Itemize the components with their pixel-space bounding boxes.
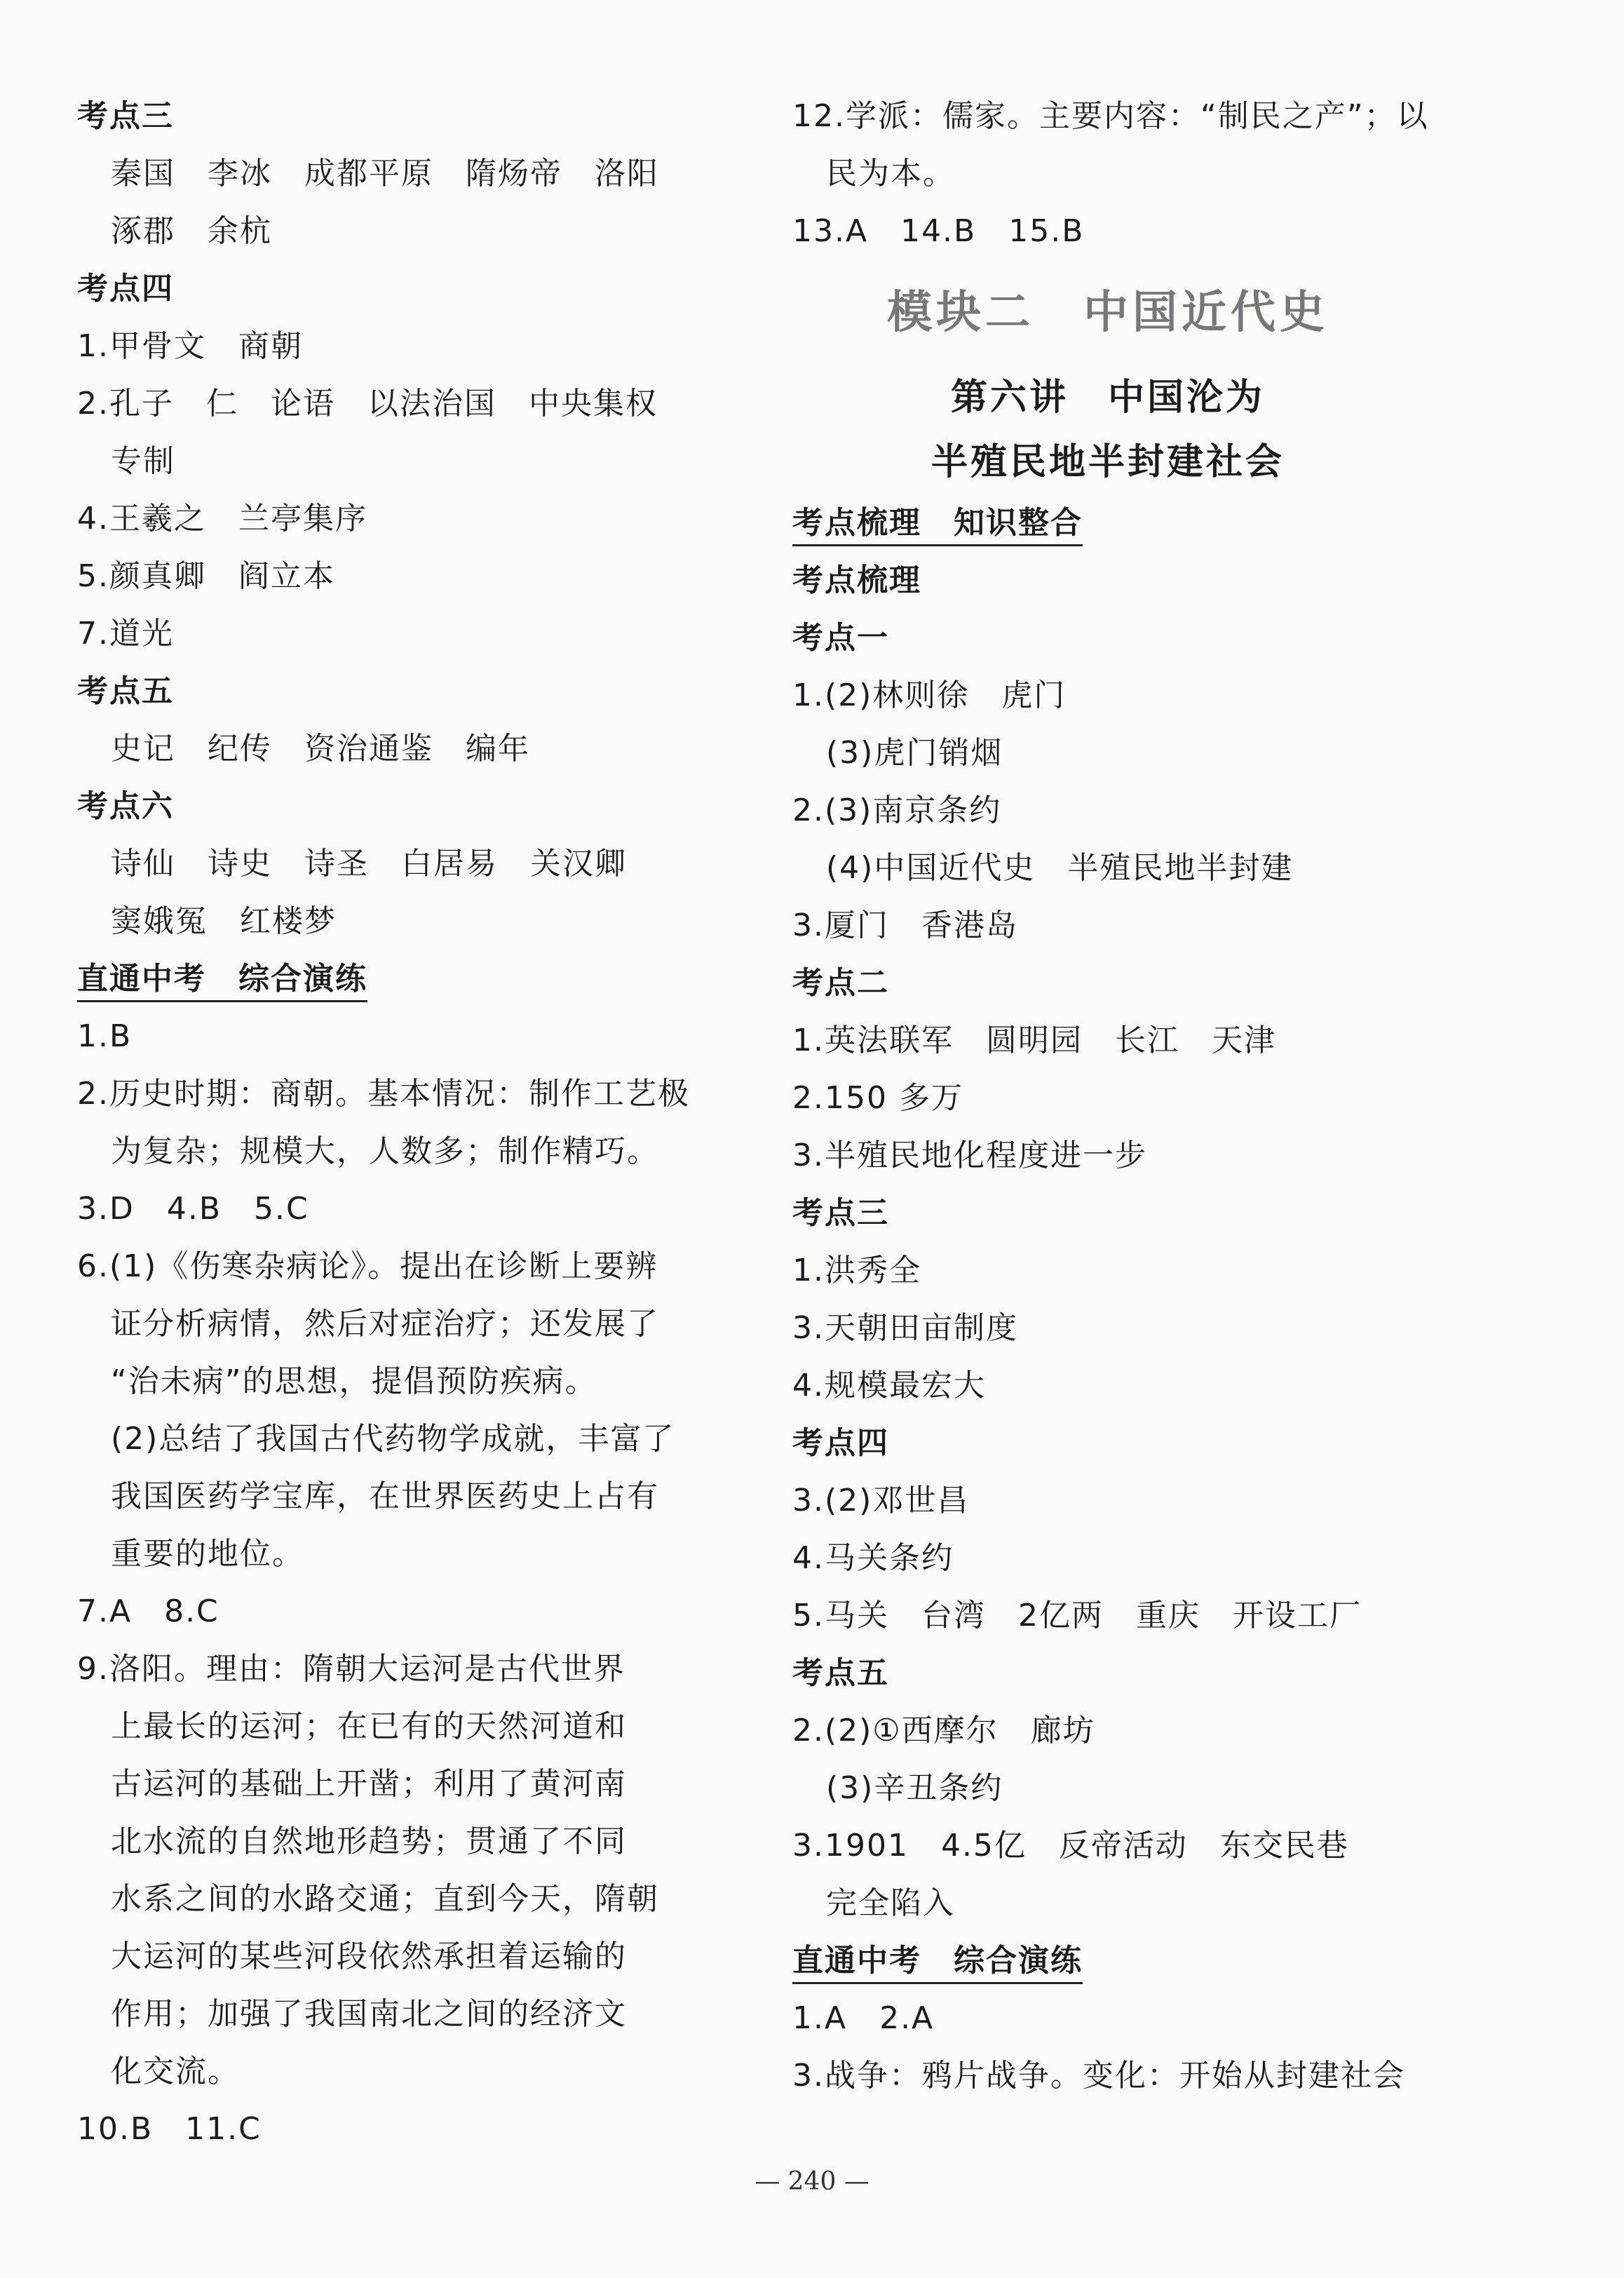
topic-heading: 考点一 (792, 620, 889, 656)
answer-line: 作用；加强了我国南北之间的经济文 (111, 1996, 627, 2032)
section-header-text: 直通中考 综合演练 (77, 958, 367, 1002)
answer-line: 北水流的自然地形趋势；贯通了不同 (111, 1824, 627, 1859)
left-column (77, 88, 708, 2158)
page-number: — 240 — (755, 2167, 869, 2196)
topic-heading: 考点四 (77, 271, 174, 306)
answer-line: 民为本。 (826, 156, 955, 191)
answer-line: 我国医药学宝库，在世界医药史上占有 (111, 1478, 659, 1514)
answer-line: 3.战争：鸦片战争。变化：开始从封建社会 (792, 2058, 1405, 2094)
answer-line: 诗仙 诗史 诗圣 白居易 关汉卿 (111, 846, 627, 882)
answer-line: 2.孔子 仁 论语 以法治国 中央集权 (77, 386, 658, 422)
answer-line: 1.英法联军 圆明园 长江 天津 (792, 1023, 1276, 1058)
answer-line: 1.甲骨文 商朝 (77, 328, 303, 364)
answer-line: 7.道光 (77, 616, 174, 652)
answer-line: 3.天朝田亩制度 (792, 1310, 1018, 1346)
topic-heading: 考点三 (792, 1195, 889, 1231)
module-title: 模块二 中国近代史 (887, 286, 1329, 339)
answer-line: 1.B (77, 1018, 133, 1054)
topic-heading: 考点二 (792, 965, 889, 1001)
lecture-title: 半殖民地半封建社会 (931, 441, 1285, 483)
answer-line: 为复杂；规模大，人数多；制作精巧。 (111, 1133, 659, 1169)
answer-line: 4.规模最宏大 (792, 1368, 986, 1403)
answer-line: (4)中国近代史 半殖民地半封建 (826, 850, 1294, 886)
answer-line: 涿郡 余杭 (111, 213, 272, 249)
section-header-text: 考点梳理 知识整合 (792, 502, 1083, 546)
answer-line: 大运河的某些河段依然承担着运输的 (111, 1939, 627, 1974)
answer-line: (2)总结了我国古代药物学成就，丰富了 (111, 1421, 675, 1457)
answer-line: 4.王羲之 兰亭集序 (77, 501, 367, 537)
section-header (77, 950, 708, 1008)
answer-line: 13.A 14.B 15.B (792, 213, 1085, 249)
answer-line: 水系之间的水路交通；直到今天，隋朝 (111, 1881, 659, 1917)
section-header (792, 1932, 1423, 1990)
answer-line: 3.(2)邓世昌 (792, 1483, 970, 1518)
topic-heading: 考点五 (77, 673, 174, 709)
answer-line: 4.马关条约 (792, 1540, 954, 1576)
topic-heading: 考点五 (792, 1655, 889, 1691)
answer-line: “治未病”的思想，提倡预防疾病。 (111, 1363, 597, 1399)
answer-line: 1.洪秀全 (792, 1253, 921, 1288)
answer-line: 2.历史时期：商朝。基本情况：制作工艺极 (77, 1076, 690, 1112)
answer-line: 5.颜真卿 阎立本 (77, 558, 335, 594)
topic-heading: 考点梳理 (792, 562, 921, 598)
answer-line: 3.1901 4.5亿 反帝活动 东交民巷 (792, 1828, 1349, 1863)
topic-heading: 考点三 (77, 98, 174, 134)
answer-line: 5.马关 台湾 2亿两 重庆 开设工厂 (792, 1598, 1362, 1633)
answer-line: 专制 (111, 443, 175, 479)
answer-line: 重要的地位。 (111, 1536, 304, 1572)
answer-line: 窦娥冤 红楼梦 (111, 903, 337, 939)
answer-line: 2.(3)南京条约 (792, 793, 1002, 828)
answer-line: 化交流。 (111, 2054, 240, 2089)
answer-line: 证分析病情，然后对症治疗；还发展了 (111, 1306, 659, 1342)
topic-heading: 考点四 (792, 1425, 889, 1461)
answer-line: (3)虎门销烟 (826, 735, 1003, 771)
topic-heading: 考点六 (77, 788, 174, 824)
answer-line: 古运河的基础上开凿；利用了黄河南 (111, 1766, 627, 1802)
lecture-title: 第六讲 中国沦为 (950, 377, 1265, 419)
answer-line: 7.A 8.C (77, 1593, 219, 1629)
answer-line: 9.洛阳。理由：隋朝大运河是古代世界 (77, 1651, 625, 1687)
answer-line: 2.(2)①西摩尔 廊坊 (792, 1713, 1095, 1748)
answer-line: 3.半殖民地化程度进一步 (792, 1138, 1147, 1173)
answer-line: 6.(1)《伤寒杂病论》。提出在诊断上要辨 (77, 1248, 658, 1284)
answer-line: 2.150 多万 (792, 1080, 963, 1116)
answer-line: 秦国 李冰 成都平原 隋炀帝 洛阳 (111, 156, 659, 191)
answer-line: 3.厦门 香港岛 (792, 908, 1018, 943)
answer-line: (3)辛丑条约 (826, 1770, 1003, 1806)
section-header-text: 直通中考 综合演练 (792, 1940, 1083, 1984)
answer-line: 1.(2)林则徐 虎门 (792, 678, 1067, 713)
answer-line: 12.学派：儒家。主要内容：“制民之产”；以 (792, 98, 1429, 134)
right-column (792, 88, 1429, 2105)
answer-line: 上最长的运河；在已有的天然河道和 (111, 1708, 627, 1744)
answer-line: 1.A 2.A (792, 2000, 935, 2036)
answer-line: 10.B 11.C (77, 2111, 262, 2147)
answer-line: 3.D 4.B 5.C (77, 1191, 309, 1227)
section-header (792, 494, 1423, 552)
answer-line: 完全陷入 (826, 1885, 955, 1921)
answer-line: 史记 纪传 资治通鉴 编年 (111, 731, 530, 767)
